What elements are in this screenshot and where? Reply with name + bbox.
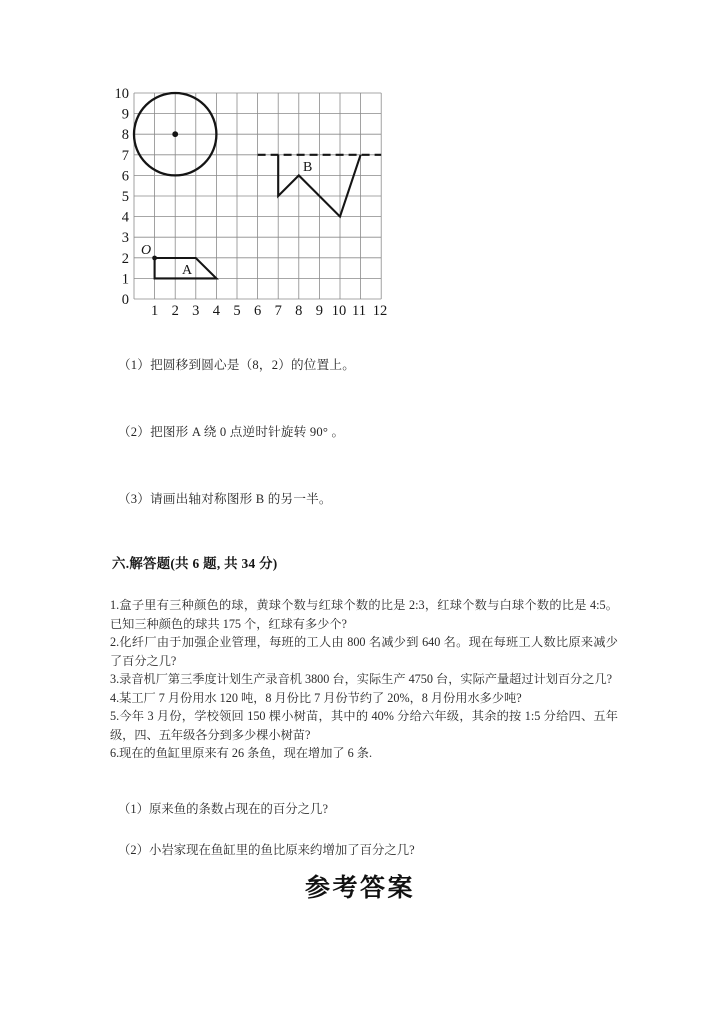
y-tick-10: 10 — [114, 86, 129, 102]
circle-center-dot — [172, 131, 178, 137]
y-tick-7: 7 — [121, 147, 129, 164]
problem-item-2: 2.化纤厂由于加强企业管理，每班的工人由 800 名减少到 640 名。现在每班工人数比原来减少了百分之几? — [110, 635, 618, 668]
y-tick-6: 6 — [121, 168, 129, 185]
coordinate-grid-svg — [100, 82, 400, 317]
x-tick-9: 9 — [315, 303, 324, 317]
section-heading: 六.解答题(共 6 题, 共 34 分) — [112, 556, 278, 571]
x-tick-8: 8 — [295, 303, 303, 317]
grid-lines — [134, 93, 381, 299]
y-tick-0: 0 — [121, 292, 129, 308]
y-axis-tick-labels — [115, 86, 130, 308]
problem6-subitem-1: （1）原来鱼的条数占现在的百分之几? — [118, 802, 328, 816]
problem-item-3: 3.录音机厂第三季度计划生产录音机 3800 台，实际生产 4750 台，实际产量超过计划百分之几? — [110, 672, 613, 687]
origin-label: O — [141, 243, 152, 258]
problem-item-4: 4.某工厂 7 月份用水 120 吨，8 月份比 7 月份节约了 20%，8 月份用水多少吨? — [110, 690, 522, 705]
problem-item-5: 5.今年 3 月份，学校领回 150 棵小树苗，其中的 40% 分给六年级，其余的按 1:5 分给四、五年级，四、五年级各分到多少棵小树苗? — [110, 709, 618, 742]
shape-a-label: A — [182, 263, 193, 278]
answer-section-title: 参考答案 — [304, 873, 415, 902]
x-tick-10: 10 — [331, 303, 347, 317]
figure-subquestion-1: （1）把圆移到圆心是（8，2）的位置上。 — [118, 358, 355, 372]
y-tick-3: 3 — [121, 230, 129, 247]
x-tick-12: 12 — [372, 303, 388, 317]
x-axis-tick-labels — [151, 303, 387, 317]
problem-item-1: 1.盒子里有三种颜色的球，黄球个数与红球个数的比是 2:3，红球个数与白球个数的比是 4:5。已知三种颜色的球共 175 个，红球有多少个? — [110, 598, 618, 631]
problem-list — [110, 596, 618, 763]
x-tick-2: 2 — [171, 303, 179, 317]
y-tick-2: 2 — [121, 250, 129, 267]
shape-b-label: B — [303, 160, 313, 175]
problem-item-6: 6.现在的鱼缸里原来有 26 条鱼，现在增加了 6 条. — [110, 746, 373, 761]
problem6-subitem-2: （2）小岩家现在鱼缸里的鱼比原来约增加了百分之几? — [118, 843, 415, 857]
x-tick-7: 7 — [274, 303, 282, 317]
x-tick-1: 1 — [150, 303, 159, 317]
y-tick-4: 4 — [121, 209, 129, 226]
origin-point-dot — [152, 256, 157, 261]
coordinate-grid-figure — [100, 82, 400, 317]
y-tick-1: 1 — [121, 271, 129, 288]
x-tick-5: 5 — [233, 303, 241, 317]
y-tick-8: 8 — [121, 127, 129, 144]
y-tick-5: 5 — [121, 189, 129, 205]
x-tick-4: 4 — [212, 303, 221, 317]
figure-subquestion-3: （3）请画出轴对称图形 B 的另一半。 — [118, 492, 332, 506]
x-tick-3: 3 — [192, 303, 200, 317]
x-tick-11: 11 — [352, 303, 366, 317]
figure-subquestion-2: （2）把图形 A 绕 0 点逆时针旋转 90° 。 — [118, 425, 345, 439]
x-tick-6: 6 — [253, 303, 262, 317]
y-tick-9: 9 — [121, 106, 129, 123]
